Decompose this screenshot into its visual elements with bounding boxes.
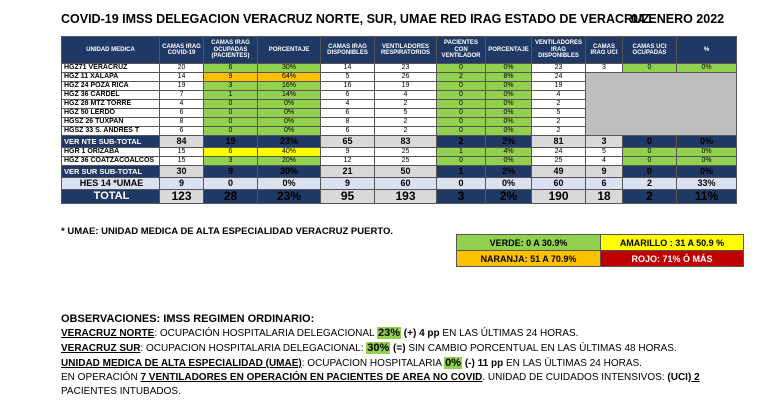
col-camas-ocupadas: CAMAS IRAG OCUPADAS (PACIENTES) [204, 37, 258, 64]
line4-uci: (UCI) [667, 372, 692, 383]
cell-vdisp: 4 [532, 91, 586, 100]
obs-line-ventiladores [61, 371, 700, 385]
cell-pcv: 1 [437, 166, 486, 178]
cell-ucipct: 0% [677, 157, 737, 166]
cell-disp: 16 [321, 82, 375, 91]
cell-disp: 6 [321, 109, 375, 118]
cell-pct: 0% [258, 100, 321, 109]
cell-disp: 14 [321, 64, 375, 73]
legend-naranja: NARANJA: 51 A 70.9% [457, 251, 601, 267]
cell-vdisp: 5 [532, 109, 586, 118]
cell-camas: 14 [160, 73, 204, 82]
cell-vdisp: 81 [532, 136, 586, 148]
cell-pct: 64% [258, 73, 321, 82]
cell-pcv: 2 [437, 73, 486, 82]
cell-ocup: 0 [204, 127, 258, 136]
norte-text-end: EN LAS ÚLTIMAS 24 HORAS. [439, 328, 579, 339]
col-porcentaje: PORCENTAJE [258, 37, 321, 64]
cell-pct2: 0% [486, 91, 532, 100]
observations-heading: OBSERVACIONES: IMSS REGIMEN ORDINARIO: [61, 313, 315, 325]
norte-label: VERACRUZ NORTE [61, 328, 155, 339]
occupancy-table [61, 36, 737, 204]
cell-vent: 193 [375, 190, 437, 204]
cell-pcv: 0 [437, 91, 486, 100]
cell-pcv: 3 [437, 190, 486, 204]
row-name: HES 14 *UMAE [62, 178, 160, 190]
umae-text-end: EN LAS ÚLTIMAS 24 HORAS. [503, 358, 642, 369]
legend-amarillo: AMARILLO : 31 A 50.9 % [601, 235, 744, 251]
cell-vent: 2 [375, 118, 437, 127]
table-row [62, 73, 737, 82]
cell-pct2: 0% [486, 127, 532, 136]
cell-camas: 30 [160, 166, 204, 178]
row-name: HGZ 11 XALAPA [62, 73, 160, 82]
color-legend [456, 234, 744, 267]
cell-ocup: 9 [204, 166, 258, 178]
cell-uci: 4 [586, 157, 623, 166]
report-date: 04 ENERO 2022 [631, 12, 725, 26]
umae-text: : OCUPACION HOSPITALARIA [301, 358, 445, 369]
cell-vent: 4 [375, 91, 437, 100]
cell-camas: 123 [160, 190, 204, 204]
line4-text: EN OPERACIÓN [61, 372, 141, 383]
cell-vent: 83 [375, 136, 437, 148]
cell-camas: 4 [160, 100, 204, 109]
legend-rojo: ROJO: 71% Ó MÁS [601, 251, 744, 267]
cell-ocup: 0 [204, 100, 258, 109]
cell-pcv: 0 [437, 127, 486, 136]
cell-vent: 19 [375, 82, 437, 91]
line4-vent: 7 VENTILADORES EN OPERACIÓN EN PACIENTES DE AREA NO COVID [140, 372, 483, 383]
cell-camas: 15 [160, 157, 204, 166]
cell-pct: 16% [258, 82, 321, 91]
cell-ocup: 0 [204, 178, 258, 190]
cell-vdisp: 2 [532, 100, 586, 109]
cell-pcv: 0 [437, 118, 486, 127]
cell-disp: 5 [321, 73, 375, 82]
cell-ucipct: 0% [677, 166, 737, 178]
table-row [62, 157, 737, 166]
cell-vdisp: 25 [532, 157, 586, 166]
legend-verde: VERDE: 0 A 30.9% [457, 235, 601, 251]
cell-pct: 0% [258, 109, 321, 118]
col-uci-pct: % [677, 37, 737, 64]
cell-vdisp: 2 [532, 118, 586, 127]
cell-vdisp: 19 [532, 82, 586, 91]
cell-uciocup: 2 [623, 178, 677, 190]
cell-pct2: 0% [486, 64, 532, 73]
total-row [62, 190, 737, 204]
line4-text-mid: . UNIDAD DE CUIDADOS INTENSIVOS: [482, 372, 668, 383]
uci-not-applicable [586, 73, 737, 136]
cell-uciocup: 0 [623, 64, 677, 73]
cell-ocup: 0 [204, 118, 258, 127]
cell-disp: 9 [321, 178, 375, 190]
cell-pcv: 0 [437, 157, 486, 166]
cell-ocup: 1 [204, 91, 258, 100]
cell-disp: 6 [321, 127, 375, 136]
cell-disp: 65 [321, 136, 375, 148]
sur-pct: 30% [367, 342, 390, 354]
cell-pct2: 0% [486, 118, 532, 127]
cell-ocup: 28 [204, 190, 258, 204]
col-ventiladores: VENTILADORES RESPIRATORIOS [375, 37, 437, 64]
cell-pct: 23% [258, 190, 321, 204]
umae-change: (-) 11 pp [462, 358, 504, 369]
col-porcentaje-vent: PORCENTAJE [486, 37, 532, 64]
col-pacientes-ventilador: PACIENTES CON VENTILADOR [437, 37, 486, 64]
row-name: HGSZ 33 S. ANDRES T [62, 127, 160, 136]
cell-disp: 12 [321, 157, 375, 166]
cell-uciocup: 0 [623, 136, 677, 148]
cell-pcv: 2 [437, 136, 486, 148]
cell-pcv: 1 [437, 148, 486, 157]
observations-section [61, 312, 700, 399]
cell-pcv: 0 [437, 64, 486, 73]
col-camas-uci: CAMAS IRAG UCI [586, 37, 623, 64]
obs-line-umae [61, 356, 700, 371]
cell-pcv: 0 [437, 82, 486, 91]
cell-pcv: 0 [437, 109, 486, 118]
obs-line-norte [61, 326, 700, 341]
cell-disp: 9 [321, 148, 375, 157]
row-name: VER NTE SUB-TOTAL [62, 136, 160, 148]
col-unidad-medica: UNIDAD MEDICA [62, 37, 160, 64]
cell-disp: 95 [321, 190, 375, 204]
sur-label: VERACRUZ SUR [61, 343, 141, 354]
cell-pct2: 2% [486, 166, 532, 178]
cell-uci: 5 [586, 148, 623, 157]
cell-pct2: 0% [486, 100, 532, 109]
cell-uciocup: 0 [623, 166, 677, 178]
umae-label: UNIDAD MEDICA DE ALTA ESPECIALIDAD (UMAE) [61, 358, 302, 369]
cell-pct: 30% [258, 166, 321, 178]
cell-pcv: 0 [437, 100, 486, 109]
cell-ocup: 19 [204, 136, 258, 148]
cell-ocup: 6 [204, 148, 258, 157]
cell-vdisp: 2 [532, 127, 586, 136]
cell-vent: 23 [375, 64, 437, 73]
cell-ocup: 3 [204, 82, 258, 91]
cell-camas: 9 [160, 178, 204, 190]
cell-vdisp: 49 [532, 166, 586, 178]
cell-pct2: 0% [486, 109, 532, 118]
cell-uci: 3 [586, 64, 623, 73]
cell-uciocup: 0 [623, 148, 677, 157]
hes-umae-row [62, 178, 737, 190]
cell-camas: 15 [160, 148, 204, 157]
sur-change: (=) [390, 343, 406, 354]
cell-pct2: 0% [486, 82, 532, 91]
row-name: TOTAL [62, 190, 160, 204]
cell-camas: 6 [160, 127, 204, 136]
row-name: HGR 1 ORIZABA [62, 148, 160, 157]
cell-vent: 26 [375, 73, 437, 82]
cell-vdisp: 60 [532, 178, 586, 190]
cell-uciocup: 2 [623, 190, 677, 204]
cell-uci: 3 [586, 136, 623, 148]
norte-text: : OCUPACIÓN HOSPITALARIA DELEGACIONAL [154, 328, 377, 339]
cell-vent: 5 [375, 109, 437, 118]
cell-vent: 50 [375, 166, 437, 178]
cell-pct2: 0% [486, 178, 532, 190]
cell-uciocup: 0 [623, 157, 677, 166]
cell-uci: 9 [586, 166, 623, 178]
row-name: HGZ71 VERACRUZ [62, 64, 160, 73]
umae-footnote: * UMAE: UNIDAD MEDICA DE ALTA ESPECIALIDAD VERACRUZ PUERTO. [61, 226, 393, 237]
row-name: HGZ 36 CARDEL [62, 91, 160, 100]
cell-pct: 40% [258, 148, 321, 157]
cell-vent: 25 [375, 148, 437, 157]
cell-camas: 84 [160, 136, 204, 148]
cell-uci: 18 [586, 190, 623, 204]
cell-ucipct: 0% [677, 136, 737, 148]
cell-disp: 21 [321, 166, 375, 178]
cell-disp: 4 [321, 100, 375, 109]
cell-ucipct: 33% [677, 178, 737, 190]
report-title [61, 12, 725, 26]
col-camas-irag: CAMAS IRAG COVID-19 [160, 37, 204, 64]
cell-vent: 25 [375, 157, 437, 166]
row-name: HGZ 36 COATZACOALCOS [62, 157, 160, 166]
cell-pct2: 4% [486, 148, 532, 157]
cell-pct2: 2% [486, 190, 532, 204]
row-name: VER SUR SUB-TOTAL [62, 166, 160, 178]
cell-camas: 6 [160, 109, 204, 118]
cell-disp: 6 [321, 91, 375, 100]
cell-camas: 19 [160, 82, 204, 91]
subtotal-norte-row [62, 136, 737, 148]
cell-camas: 20 [160, 64, 204, 73]
umae-pct: 0% [445, 357, 462, 369]
cell-pct2: 8% [486, 73, 532, 82]
sur-text: : OCUPACION HOSPITALARIA DELEGACIONAL: [140, 343, 367, 354]
col-uci-ocupadas: CAMAS UCI OCUPADAS [623, 37, 677, 64]
cell-ocup: 9 [204, 73, 258, 82]
cell-ocup: 0 [204, 109, 258, 118]
obs-line-sur [61, 341, 700, 356]
cell-vdisp: 190 [532, 190, 586, 204]
norte-change: (+) 4 pp [401, 328, 440, 339]
col-camas-disponibles: CAMAS IRAG DISPONIBLES [321, 37, 375, 64]
cell-ucipct: 0% [677, 64, 737, 73]
cell-vent: 60 [375, 178, 437, 190]
cell-camas: 8 [160, 118, 204, 127]
subtotal-sur-row [62, 166, 737, 178]
table-header-row [62, 37, 737, 64]
table-row [62, 148, 737, 157]
cell-camas: 7 [160, 91, 204, 100]
cell-vent: 2 [375, 100, 437, 109]
cell-ucipct: 0% [677, 148, 737, 157]
norte-pct: 23% [378, 327, 401, 339]
table-row [62, 64, 737, 73]
report-title-text: COVID-19 IMSS DELEGACION VERACRUZ NORTE, SUR, UMAE RED IRAG ESTADO DE VERACRUZ. [61, 12, 654, 26]
cell-pct: 30% [258, 64, 321, 73]
cell-pct: 0% [258, 178, 321, 190]
row-name: HGZ 24 POZA RICA [62, 82, 160, 91]
sur-text-end: SIN CAMBIO PORCENTUAL EN LAS ÚLTIMAS 48 HORAS. [405, 343, 677, 354]
cell-pct: 23% [258, 136, 321, 148]
cell-pct: 14% [258, 91, 321, 100]
cell-disp: 8 [321, 118, 375, 127]
row-name: HGZ 28 MTZ TORRE [62, 100, 160, 109]
obs-line-intubados: PACIENTES INTUBADOS. [61, 386, 181, 397]
cell-uci: 6 [586, 178, 623, 190]
row-name: HGSZ 26 TUXPAN [62, 118, 160, 127]
cell-pcv: 0 [437, 178, 486, 190]
cell-pct: 20% [258, 157, 321, 166]
cell-pct: 0% [258, 127, 321, 136]
cell-ocup: 6 [204, 64, 258, 73]
cell-pct2: 2% [486, 136, 532, 148]
cell-pct2: 0% [486, 157, 532, 166]
cell-vdisp: 24 [532, 73, 586, 82]
cell-pct: 0% [258, 118, 321, 127]
row-name: HGZ 50 LERDO [62, 109, 160, 118]
cell-vdisp: 24 [532, 148, 586, 157]
col-ventiladores-disponibles: VENTILADORES IRAG DISPONIBLES [532, 37, 586, 64]
cell-ocup: 3 [204, 157, 258, 166]
cell-vdisp: 23 [532, 64, 586, 73]
cell-ucipct: 11% [677, 190, 737, 204]
line4-num: 2 [691, 372, 700, 383]
cell-vent: 2 [375, 127, 437, 136]
